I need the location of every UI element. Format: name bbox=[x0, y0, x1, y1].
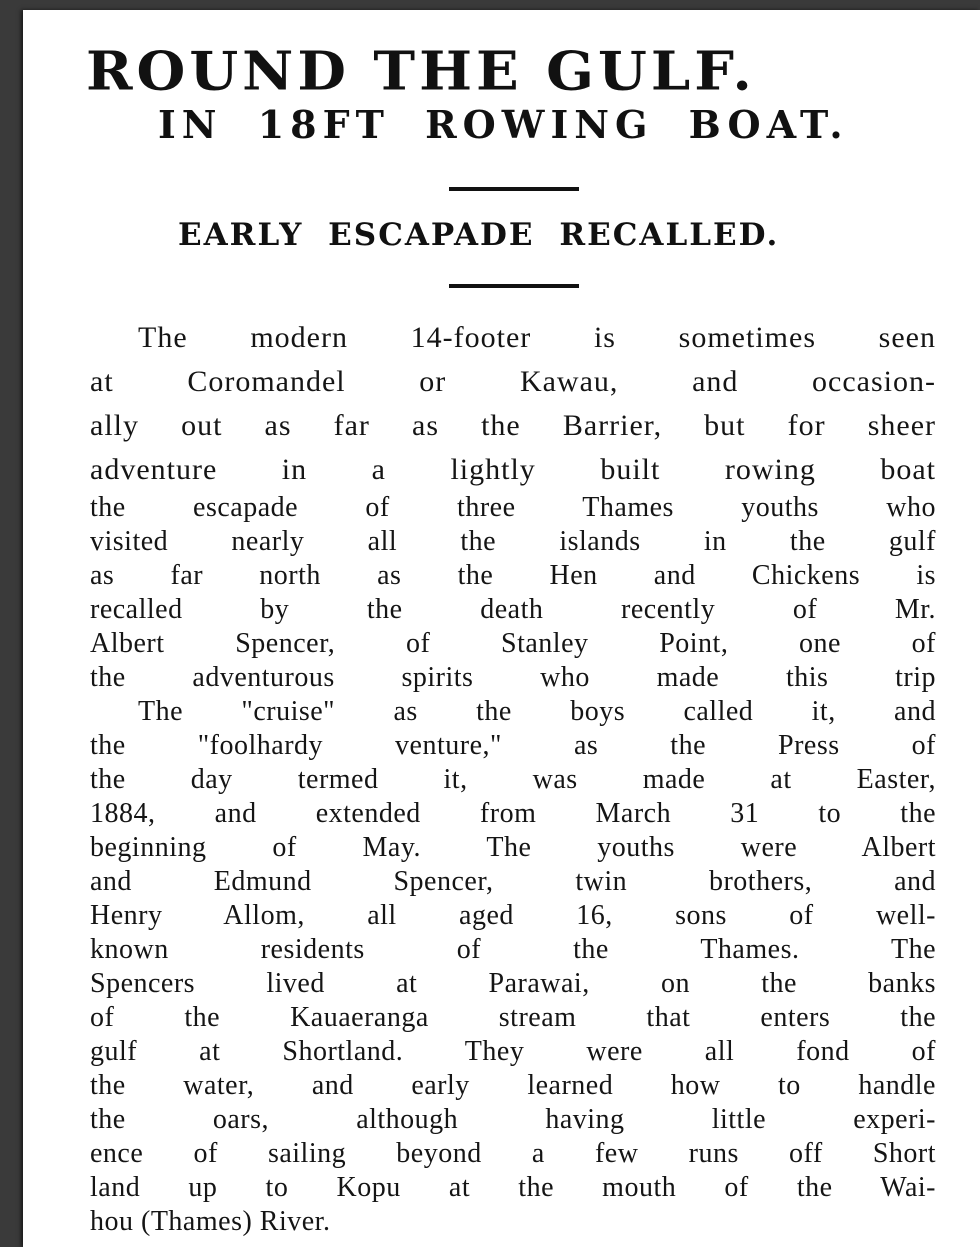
article-lead-block bbox=[90, 316, 936, 491]
divider-rule-top bbox=[449, 187, 579, 191]
article-line: The "cruise" as the boys called it, and bbox=[138, 696, 936, 727]
article-line: hou (Thames) River. bbox=[90, 1206, 331, 1237]
article-main-block bbox=[90, 491, 936, 1239]
article-line: ence of sailing beyond a few runs off Short bbox=[90, 1138, 936, 1169]
article-line: known residents of the Thames. The bbox=[90, 934, 936, 965]
article-line: visited nearly all the islands in the gulf bbox=[90, 526, 936, 557]
article-line: of the Kauaeranga stream that enters the bbox=[90, 1002, 936, 1033]
article-line: adventure in a lightly built rowing boat bbox=[90, 453, 936, 486]
article-line: gulf at Shortland. They were all fond of bbox=[90, 1036, 936, 1067]
article-line: The modern 14-footer is sometimes seen bbox=[138, 321, 936, 354]
article-line: 1884, and extended from March 31 to the bbox=[90, 798, 936, 829]
article-line: the day termed it, was made at Easter, bbox=[90, 764, 936, 795]
article-line: ally out as far as the Barrier, but for sheer bbox=[90, 409, 936, 442]
article-line: at Coromandel or Kawau, and occasion- bbox=[90, 365, 936, 398]
article-line: the "foolhardy venture," as the Press of bbox=[90, 730, 936, 761]
subheadline: IN 18FT ROWING BOAT. bbox=[158, 102, 849, 147]
article-body bbox=[90, 316, 936, 1239]
headline: ROUND THE GULF. bbox=[86, 40, 756, 103]
article-line: as far north as the Hen and Chickens is bbox=[90, 560, 936, 591]
article-line: Albert Spencer, of Stanley Point, one of bbox=[90, 628, 936, 659]
article-line: the oars, although having little experi- bbox=[90, 1104, 936, 1135]
article-line: beginning of May. The youths were Albert bbox=[90, 832, 936, 863]
article-line: Henry Allom, all aged 16, sons of well- bbox=[90, 900, 936, 931]
divider-rule-bottom bbox=[449, 284, 579, 288]
article-line: the water, and early learned how to handle bbox=[90, 1070, 936, 1101]
article-line: Spencers lived at Parawai, on the banks bbox=[90, 968, 936, 999]
article-line: and Edmund Spencer, twin brothers, and bbox=[90, 866, 936, 897]
article-line: recalled by the death recently of Mr. bbox=[90, 594, 936, 625]
article-line: land up to Kopu at the mouth of the Wai- bbox=[90, 1172, 936, 1203]
deck-heading: EARLY ESCAPADE RECALLED. bbox=[178, 217, 780, 253]
article-line: the adventurous spirits who made this trip bbox=[90, 662, 936, 693]
article-line: the escapade of three Thames youths who bbox=[90, 492, 936, 523]
